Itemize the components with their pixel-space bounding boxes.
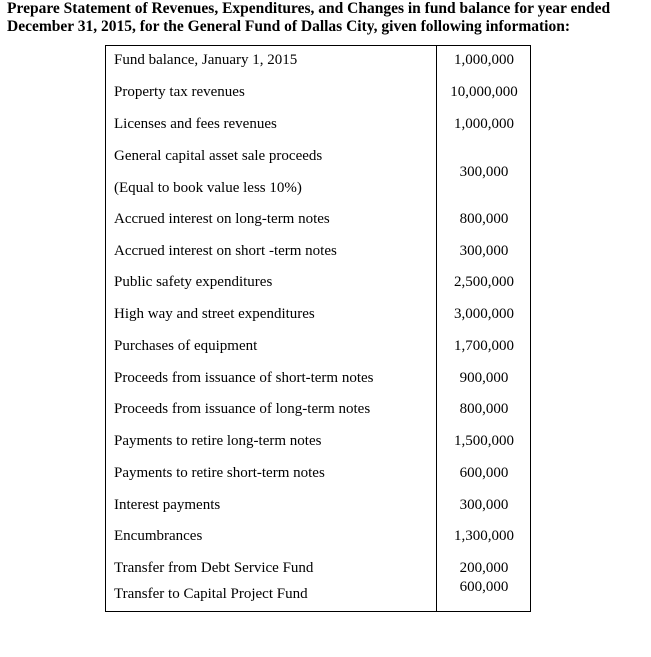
heading-line-1: Prepare Statement of Revenues, Expenditures, and Changes in fund balance for year ended (7, 0, 611, 17)
row-amount: 1,700,000 (454, 338, 514, 354)
row-label: Transfer to Capital Project Fund (114, 586, 308, 602)
row-amount: 600,000 (459, 465, 509, 481)
row-label: Proceeds from issuance of short-term notes (114, 370, 374, 386)
row-amount: 1,300,000 (454, 528, 514, 544)
row-amount: 600,000 (459, 579, 509, 595)
row-amount: 800,000 (459, 401, 509, 417)
row-label: Accrued interest on long-term notes (114, 211, 330, 227)
question-heading (7, 0, 647, 36)
row-amount: 900,000 (459, 370, 509, 386)
row-label: High way and street expenditures (114, 306, 315, 322)
row-amount: 300,000 (459, 164, 509, 180)
row-amount: 200,000 (459, 560, 509, 576)
row-amount: 2,500,000 (454, 274, 514, 290)
row-amount: 3,000,000 (454, 306, 514, 322)
row-label: General capital asset sale proceeds (114, 148, 323, 164)
heading-line-2: December 31, 2015, for the General Fund of Dallas City, given following information: (7, 18, 570, 35)
row-amount: 1,000,000 (454, 52, 514, 68)
row-label: Payments to retire long-term notes (114, 433, 322, 449)
row-amount: 300,000 (459, 497, 509, 513)
row-label: Transfer from Debt Service Fund (114, 560, 314, 576)
table-row-capital-asset-sale (106, 147, 530, 197)
row-amount: 10,000,000 (450, 84, 518, 100)
row-label: Public safety expenditures (114, 274, 273, 290)
row-label: Proceeds from issuance of long-term notes (114, 401, 371, 417)
row-amount: 1,000,000 (454, 116, 514, 132)
row-label: Property tax revenues (114, 84, 245, 100)
row-amount: 800,000 (459, 211, 509, 227)
row-label: Fund balance, January 1, 2015 (114, 52, 298, 68)
row-label: Licenses and fees revenues (114, 116, 277, 132)
fund-information-table (105, 45, 531, 612)
row-label: Payments to retire short-term notes (114, 465, 325, 481)
row-label: Encumbrances (114, 528, 203, 544)
row-amount: 300,000 (459, 243, 509, 259)
row-label: Interest payments (114, 497, 221, 513)
row-label: Purchases of equipment (114, 338, 258, 354)
row-amount: 1,500,000 (454, 433, 514, 449)
row-label-note: (Equal to book value less 10%) (114, 180, 302, 196)
row-label: Accrued interest on short -term notes (114, 243, 337, 259)
